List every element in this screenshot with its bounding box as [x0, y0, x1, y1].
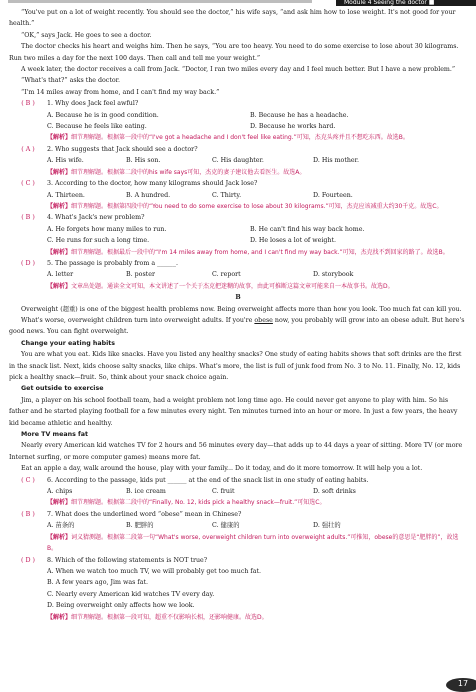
answer-slot: ( B ) — [21, 510, 35, 518]
answer-slot: ( B ) — [21, 214, 35, 222]
question-4 — [9, 212, 467, 258]
question-stem: 8. Which of the following statements is NOT true? — [47, 556, 208, 564]
passage-paragraph: Overweight (超重) is one of the biggest health problems now. Being overweight affects more than how you look. Too much fat can kill you. — [21, 305, 462, 313]
answer-slot: ( D ) — [20, 556, 36, 564]
page-number: 17 — [446, 678, 476, 692]
option-b: B. A few years ago, Jim was fat. — [47, 579, 148, 587]
option-b: B. ice cream — [126, 488, 166, 496]
option-c: C. Thirty. — [212, 191, 242, 199]
option-a: A. 苗条的 — [47, 522, 75, 530]
option-a: A. Thirteen. — [47, 191, 85, 199]
question-2 — [9, 144, 467, 178]
question-stem: 6. According to the passage, kids put ______ at the end of the snack list in one study of eating habits. — [47, 476, 369, 484]
question-stem: 5. The passage is probably from a ______. — [47, 259, 178, 267]
passage-paragraph: “OK,” says Jack. He goes to see a doctor. — [21, 31, 152, 39]
option-d: D. Being overweight only affects how we look. — [47, 602, 195, 610]
option-a: A. He forgets how many miles to run. — [47, 225, 167, 233]
passage-paragraph: A week later, the doctor receives a call from Jack. “Doctor, I ran two miles every day and I feel much better. But I have a new problem.” — [21, 66, 456, 74]
option-c: C. report — [212, 271, 241, 279]
subheading: Get outside to exercise — [21, 385, 104, 393]
page-header — [0, 0, 476, 5]
option-a: A. chips — [47, 488, 73, 496]
question-stem: 3. According to the doctor, how many kilograms should Jack lose? — [47, 180, 258, 188]
answer-letter: D — [25, 259, 31, 267]
answer-letter: B — [25, 214, 31, 222]
passage-b — [9, 304, 467, 475]
option-d: D. soft drinks — [313, 488, 356, 496]
question-7 — [9, 509, 467, 555]
question-5 — [9, 258, 467, 292]
answer-letter: D — [25, 556, 31, 564]
option-d: D. Because he works hard. — [250, 123, 336, 131]
passage-paragraph: Jim, a player on his school football team, had a weight problem not long time ago. He could never get anyone to play with him. So his father and he started playing football for a few minutes every night. Ten minutes turned into an hour or more. In just a few years, the heavy kid became athletic and healthy. — [9, 396, 458, 427]
passage-paragraph: The doctor checks his heart and weighs him. Then he says, “You are too heavy. You need to do some exercise to lose about 30 kilograms. Run two miles a day for the next 100 days. Then call and tell me your weight.” — [9, 43, 459, 62]
passage-paragraph: Nearly every American kid watches TV for 2 hours and 56 minutes every day—that adds up to 44 days a year of sitting. More TV (or more Internet surfing, or more computer games) means more fat. — [9, 442, 463, 461]
option-d: D. His mother. — [313, 157, 359, 165]
option-c: C. Nearly every American kid watches TV every day. — [47, 590, 215, 598]
underlined-word: obese — [254, 316, 273, 324]
explanation: 【解析】细节理解题。根据第一段可知，超重不仅影响长相，还影响健康。故选D。 — [47, 613, 268, 621]
option-a: A. His wife. — [47, 157, 84, 165]
explanation: 【解析】细节理解题。根据第一段中的“I've got a headache and I don't feel like eating.”可知，杰克头疼并且不想吃东西。故选B。 — [47, 134, 409, 142]
option-a: A. letter — [47, 271, 74, 279]
passage-paragraph: “What's that?” asks the doctor. — [21, 77, 120, 85]
header-rule — [8, 0, 312, 3]
section-heading: B — [235, 294, 241, 302]
worksheet — [9, 7, 467, 623]
question-stem: 1. Why does Jack feel awful? — [47, 100, 139, 108]
answer-letter: C — [25, 180, 31, 188]
subheading: More TV means fat — [21, 431, 89, 439]
explanation: 【解析】词义猜测题。根据第二段第一句“What's worse, overweight children turn into overweight adults.”可推知，obese的意思是“肥胖的”，故选B。 — [47, 533, 459, 553]
option-d: D. storybook — [313, 271, 354, 279]
explanation: 【解析】细节理解题。根据最后一段中的“I'm 14 miles away from home, and I can't find my way back.”可知，杰克找不到回家的路了。故选B。 — [47, 248, 449, 256]
option-c: C. Because he feels like eating. — [47, 123, 147, 131]
answer-slot: ( C ) — [21, 476, 35, 484]
question-6 — [9, 475, 467, 509]
option-c: C. fruit — [212, 488, 235, 496]
passage-paragraph: “I'm 14 miles away from home, and I can't find my way back.” — [21, 88, 220, 96]
option-a: A. Because he is in good condition. — [47, 111, 159, 119]
option-b: B. 肥胖的 — [126, 522, 154, 530]
subheading: Change your eating habits — [21, 339, 116, 347]
explanation: 【解析】细节理解题。根据第二段中的“Finally, No. 12, kids pick a healthy snack—fruit.”可知选C。 — [47, 499, 326, 507]
option-d: D. He loses a lot of weight. — [250, 237, 337, 245]
answer-slot: ( D ) — [20, 259, 36, 267]
answer-slot: ( C ) — [21, 180, 35, 188]
passage-a — [9, 7, 467, 98]
explanation: 【解析】细节理解题。根据第二段中的his wife says可知，杰克的妻子建议他去看医生。故选A。 — [47, 168, 306, 176]
question-stem: 7. What does the underlined word “obese” mean in Chinese? — [47, 510, 242, 518]
option-c: C. His daughter. — [212, 157, 264, 165]
explanation: 【解析】文章出处题。通读全文可知，本文讲述了一个关于杰克把迷糊的故事，由此可推断这篇文章可能来自一本故事书。故选D。 — [47, 282, 394, 290]
passage-paragraph: “You've put on a lot of weight recently. You should see the doctor,” his wife says, “and ask him how to lose weight. It's not good for your health.” — [9, 9, 456, 28]
answer-letter: A — [25, 145, 31, 153]
option-b: B. poster — [126, 271, 155, 279]
question-stem: 4. What's Jack's new problem? — [47, 214, 145, 222]
passage-paragraph: You are what you eat. Kids like snacks. Have you listed any healthy snacks? One study of eating habits shows that soft drinks are the first in the snack list. Next, kids choose salty snacks, like chips. What's more, the list is full of junk food from No. 3 to No. 11. Finally, No. 12, kids pick a healthy snack—fruit. So, think about your snack choice again. — [9, 351, 462, 381]
answer-slot: ( B ) — [21, 100, 35, 108]
question-1 — [9, 98, 467, 144]
option-b: B. He can't find his way back home. — [250, 225, 365, 233]
module-badge: Module 4 Seeing the doctor ■ — [336, 0, 476, 6]
option-b: B. A hundred. — [126, 191, 171, 199]
answer-letter: C — [25, 476, 31, 484]
passage-paragraph: What's worse, overweight children turn into overweight adults. If you're obese now, you probably will grow into an obese adult. But here's good news. You can fight overweight. — [9, 316, 465, 336]
answer-letter: B — [25, 510, 31, 518]
answer-slot: ( A ) — [21, 145, 35, 153]
question-8 — [9, 555, 467, 623]
explanation: 【解析】细节理解题。根据第四段中的“You need to do some exercise to lose about 30 kilograms.”可知，杰克应该减重大约30千克。故选C。 — [47, 202, 443, 210]
passage-paragraph: Eat an apple a day, walk around the house, play with your family... Do it today, and do it more tomorrow. It will help you a lot. — [21, 465, 423, 473]
question-stem: 2. Who suggests that Jack should see a doctor? — [47, 145, 198, 153]
question-3 — [9, 178, 467, 212]
option-c: C. He runs for such a long time. — [47, 237, 150, 245]
option-b: B. Because he has a headache. — [250, 111, 349, 119]
option-a: A. When we watch too much TV, we will probably get too much fat. — [47, 567, 262, 575]
option-b: B. His son. — [126, 157, 161, 165]
option-d: D. 强壮的 — [313, 522, 341, 530]
option-d: D. Fourteen. — [313, 191, 353, 199]
answer-letter: B — [25, 100, 31, 108]
option-c: C. 健康的 — [212, 522, 240, 530]
